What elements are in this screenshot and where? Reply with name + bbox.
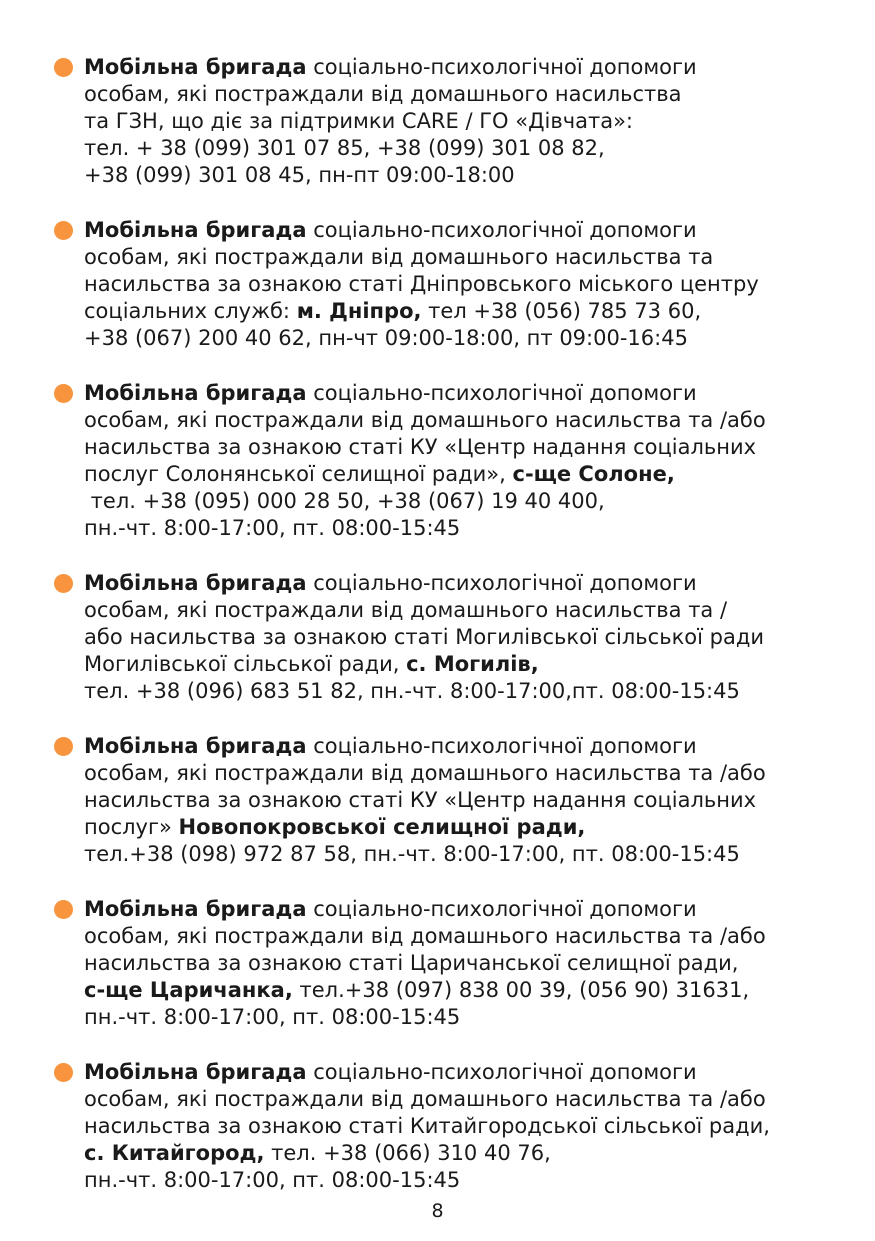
text-line bbox=[84, 1113, 844, 1140]
body-text: соціально-психологічної допомоги bbox=[306, 55, 697, 79]
text-line bbox=[84, 923, 844, 950]
body-text: насильства за ознакою статі Дніпровського міського центру bbox=[84, 272, 759, 296]
text-line bbox=[84, 325, 844, 352]
bullet-dot-icon bbox=[54, 574, 73, 593]
bullet-dot-icon bbox=[54, 384, 73, 403]
bold-text: с. Китайгород, bbox=[84, 1141, 265, 1165]
bold-text: Мобільна бригада bbox=[84, 55, 307, 79]
text-line bbox=[84, 787, 844, 814]
body-text: послуг» bbox=[84, 815, 179, 839]
text-line bbox=[84, 298, 844, 325]
text-line bbox=[84, 135, 844, 162]
body-text: пн.-чт. 8:00-17:00, пт. 08:00-15:45 bbox=[84, 1005, 461, 1029]
body-text: соціально-психологічної допомоги bbox=[306, 218, 697, 242]
body-text: насильства за ознакою статі КУ «Центр надання соціальних bbox=[84, 788, 757, 812]
text-line bbox=[84, 461, 844, 488]
text-line bbox=[84, 380, 844, 407]
bold-text: с. Могилів, bbox=[406, 652, 539, 676]
body-text: послуг Солонянської селищної ради», bbox=[84, 462, 513, 486]
text-line bbox=[84, 488, 844, 515]
text-line bbox=[84, 651, 844, 678]
body-text: та ГЗН, що діє за підтримки CARE / ГО «Дівчата»: bbox=[84, 109, 633, 133]
body-text: тел. +38 (096) 683 51 82, пн.-чт. 8:00-17:00,пт. 08:00-15:45 bbox=[84, 679, 740, 703]
body-text: тел. +38 (095) 000 28 50, +38 (067) 19 40 400, bbox=[84, 489, 605, 513]
body-text: соціально-психологічної допомоги bbox=[306, 571, 697, 595]
text-line bbox=[84, 54, 844, 81]
bullet-dot-icon bbox=[54, 900, 73, 919]
list-item bbox=[84, 380, 844, 542]
bold-text: Мобільна бригада bbox=[84, 571, 307, 595]
body-text: особам, які постраждали від домашнього насильства bbox=[84, 82, 682, 106]
text-line bbox=[84, 1140, 844, 1167]
bullet-dot-icon bbox=[54, 58, 73, 77]
page-number: 8 bbox=[431, 1200, 444, 1222]
body-text: соціально-психологічної допомоги bbox=[306, 1060, 697, 1084]
text-line bbox=[84, 1059, 844, 1086]
list-item bbox=[84, 1059, 844, 1194]
body-text: тел.+38 (097) 838 00 39, (056 90) 31631, bbox=[292, 978, 750, 1002]
bold-text: Мобільна бригада bbox=[84, 218, 307, 242]
body-text: соціально-психологічної допомоги bbox=[306, 897, 697, 921]
body-text: особам, які постраждали від домашнього насильства та /або bbox=[84, 408, 766, 432]
body-text: пн.-чт. 8:00-17:00, пт. 08:00-15:45 bbox=[84, 1168, 461, 1192]
bullet-dot-icon bbox=[54, 737, 73, 756]
body-text: особам, які постраждали від домашнього насильства та / bbox=[84, 598, 728, 622]
body-text: +38 (099) 301 08 45, пн-пт 09:00-18:00 bbox=[84, 163, 515, 187]
text-line bbox=[84, 108, 844, 135]
bullet-dot-icon bbox=[54, 221, 73, 240]
body-text: Могилівської сільської ради, bbox=[84, 652, 407, 676]
text-line bbox=[84, 434, 844, 461]
body-text: +38 (067) 200 40 62, пн-чт 09:00-18:00, пт 09:00-16:45 bbox=[84, 326, 688, 350]
body-text: або насильства за ознакою статі Могилівської сільської ради bbox=[84, 625, 764, 649]
bold-text: м. Дніпро, bbox=[296, 299, 422, 323]
bold-text: Мобільна бригада bbox=[84, 734, 307, 758]
text-line bbox=[84, 407, 844, 434]
body-text: соціальних служб: bbox=[84, 299, 297, 323]
text-line bbox=[84, 217, 844, 244]
text-line bbox=[84, 950, 844, 977]
text-line bbox=[84, 624, 844, 651]
list-item bbox=[84, 54, 844, 189]
text-line bbox=[84, 896, 844, 923]
body-text: тел. + 38 (099) 301 07 85, +38 (099) 301 08 82, bbox=[84, 136, 605, 160]
text-line bbox=[84, 1086, 844, 1113]
list-item bbox=[84, 570, 844, 705]
bold-text: с-ще Солоне, bbox=[512, 462, 675, 486]
bold-text: Новопокровської селищної ради, bbox=[178, 815, 586, 839]
contact-list bbox=[0, 54, 875, 1222]
bold-text: Мобільна бригада bbox=[84, 897, 307, 921]
bold-text: с-ще Царичанка, bbox=[84, 978, 293, 1002]
bullet-dot-icon bbox=[54, 1063, 73, 1082]
text-line bbox=[84, 162, 844, 189]
body-text: пн.-чт. 8:00-17:00, пт. 08:00-15:45 bbox=[84, 516, 461, 540]
body-text: особам, які постраждали від домашнього насильства та bbox=[84, 245, 714, 269]
body-text: насильства за ознакою статі Царичанської селищної ради, bbox=[84, 951, 739, 975]
text-line bbox=[84, 81, 844, 108]
body-text: соціально-психологічної допомоги bbox=[306, 734, 697, 758]
bold-text: Мобільна бригада bbox=[84, 1060, 307, 1084]
text-line bbox=[84, 841, 844, 868]
text-line bbox=[84, 244, 844, 271]
body-text: насильства за ознакою статі КУ «Центр надання соціальних bbox=[84, 435, 757, 459]
body-text: особам, які постраждали від домашнього насильства та /або bbox=[84, 924, 766, 948]
body-text: тел. +38 (066) 310 40 76, bbox=[264, 1141, 551, 1165]
body-text: тел +38 (056) 785 73 60, bbox=[421, 299, 702, 323]
text-line bbox=[84, 597, 844, 624]
body-text: тел.+38 (098) 972 87 58, пн.-чт. 8:00-17:00, пт. 08:00-15:45 bbox=[84, 842, 740, 866]
text-line bbox=[84, 678, 844, 705]
body-text: особам, які постраждали від домашнього насильства та /або bbox=[84, 1087, 766, 1111]
text-line bbox=[84, 977, 844, 1004]
text-line bbox=[84, 570, 844, 597]
text-line bbox=[84, 515, 844, 542]
list-item bbox=[84, 217, 844, 352]
text-line bbox=[84, 1004, 844, 1031]
list-item bbox=[84, 896, 844, 1031]
text-line bbox=[84, 271, 844, 298]
text-line bbox=[84, 733, 844, 760]
text-line bbox=[84, 760, 844, 787]
body-text: особам, які постраждали від домашнього насильства та /або bbox=[84, 761, 766, 785]
bold-text: Мобільна бригада bbox=[84, 381, 307, 405]
list-item bbox=[84, 733, 844, 868]
body-text: насильства за ознакою статі Китайгородської сільської ради, bbox=[84, 1114, 770, 1138]
text-line bbox=[84, 1167, 844, 1194]
body-text: соціально-психологічної допомоги bbox=[306, 381, 697, 405]
text-line bbox=[84, 814, 844, 841]
